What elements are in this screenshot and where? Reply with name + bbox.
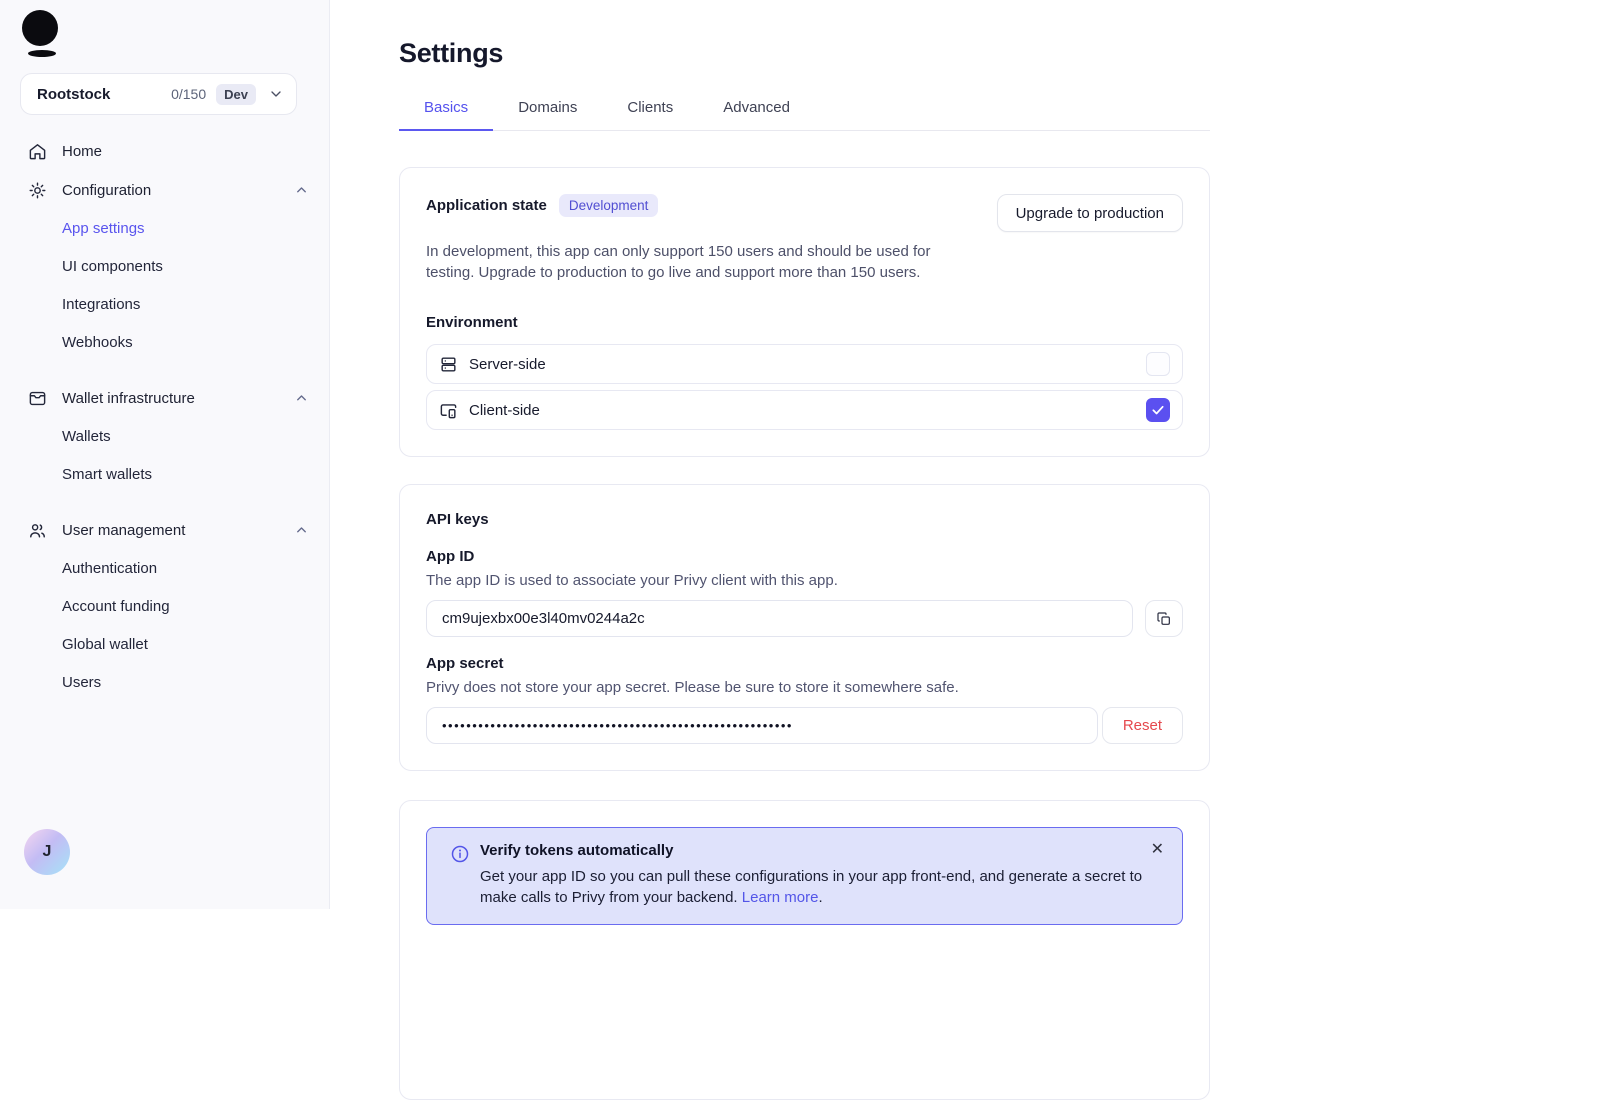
sidebar-item-authentication[interactable]: Authentication — [62, 560, 158, 577]
app-selector[interactable] — [20, 73, 297, 115]
tab-basics[interactable]: Basics — [399, 99, 493, 130]
info-icon — [450, 844, 470, 864]
api-keys-card — [399, 484, 1210, 771]
sidebar-item-home[interactable] — [28, 139, 309, 163]
devices-icon — [439, 401, 458, 420]
tab-domains[interactable]: Domains — [518, 99, 578, 116]
home-icon — [28, 142, 47, 161]
environment-option-label: Client-side — [469, 401, 540, 419]
environment-option-client-side[interactable] — [426, 390, 1183, 430]
sidebar-item-app-settings[interactable]: App settings — [62, 220, 145, 237]
environment-option-server-side[interactable] — [426, 344, 1183, 384]
app-name: Rootstock — [37, 85, 111, 103]
api-keys-title: API keys — [426, 511, 489, 528]
banner-title: Verify tokens automatically — [480, 842, 674, 859]
sidebar-item-label: Configuration — [62, 181, 152, 199]
close-icon[interactable]: ✕ — [1147, 838, 1168, 862]
chevron-up-icon[interactable] — [294, 523, 309, 538]
verify-tokens-banner — [426, 827, 1183, 925]
server-side-checkbox[interactable] — [1146, 352, 1170, 376]
sidebar-item-wallet-infrastructure[interactable] — [28, 386, 309, 410]
banner-text: Get your app ID so you can pull these configurations in your app front-end, and generate a secret to make calls to Privy from your backend. — [480, 868, 1143, 906]
reset-secret-button[interactable]: Reset — [1102, 707, 1183, 744]
main-content — [330, 0, 1600, 909]
chevron-up-icon[interactable] — [294, 183, 309, 198]
app-usage-count: 0/150 — [171, 86, 207, 102]
user-avatar[interactable]: J — [24, 829, 70, 875]
wallet-icon — [28, 389, 47, 408]
sidebar-item-integrations[interactable]: Integrations — [62, 296, 141, 313]
settings-tabs — [399, 99, 1210, 131]
sidebar-item-webhooks[interactable]: Webhooks — [62, 334, 133, 351]
app-id-label: App ID — [426, 548, 475, 565]
tab-advanced[interactable]: Advanced — [723, 99, 790, 116]
application-state-description: In development, this app can only support 150 users and should be used for testing. Upgrade to production to go live and support more than 150 users. — [426, 243, 931, 281]
logo-base — [28, 50, 56, 57]
privy-logo — [22, 10, 62, 62]
application-state-card — [399, 167, 1210, 457]
sidebar-item-label: User management — [62, 521, 186, 539]
tab-clients[interactable]: Clients — [627, 99, 674, 116]
app-secret-input[interactable] — [426, 707, 1098, 744]
sidebar-item-global-wallet[interactable]: Global wallet — [62, 636, 148, 653]
chevron-up-icon[interactable] — [294, 391, 309, 406]
sidebar-item-label: Wallet infrastructure — [62, 389, 195, 407]
sidebar-item-wallets[interactable]: Wallets — [62, 428, 111, 445]
banner-body — [480, 866, 1166, 908]
sidebar-item-users[interactable]: Users — [62, 674, 102, 691]
logo-circle — [22, 10, 58, 46]
environment-label: Environment — [426, 314, 518, 331]
copy-icon — [1156, 611, 1172, 627]
application-state-title: Application state — [426, 197, 547, 214]
page-title: Settings — [399, 38, 504, 68]
copy-app-id-button[interactable] — [1145, 600, 1183, 637]
app-id-description: The app ID is used to associate your Privy client with this app. — [426, 572, 838, 589]
sidebar-item-label: Home — [62, 142, 103, 160]
sidebar-item-ui-components[interactable]: UI components — [62, 258, 163, 275]
sidebar-item-user-management[interactable] — [28, 518, 309, 542]
sidebar-item-smart-wallets[interactable]: Smart wallets — [62, 466, 153, 483]
banner-suffix: . — [818, 889, 823, 906]
app-secret-description: Privy does not store your app secret. Please be sure to store it somewhere safe. — [426, 679, 959, 696]
gear-icon — [28, 181, 47, 200]
client-side-checkbox[interactable] — [1146, 398, 1170, 422]
sidebar-item-configuration[interactable] — [28, 178, 309, 202]
env-badge: Dev — [216, 84, 256, 105]
upgrade-to-production-button[interactable]: Upgrade to production — [997, 194, 1183, 232]
users-icon — [28, 521, 47, 540]
development-badge: Development — [559, 194, 659, 217]
environment-option-label: Server-side — [469, 355, 546, 373]
app-id-input[interactable] — [426, 600, 1133, 637]
sidebar-nav — [0, 139, 329, 709]
server-icon — [439, 355, 458, 374]
sidebar — [0, 0, 330, 909]
app-secret-label: App secret — [426, 655, 504, 672]
learn-more-link[interactable]: Learn more — [741, 889, 819, 906]
sidebar-item-account-funding[interactable]: Account funding — [62, 598, 170, 615]
token-verification-card — [399, 800, 1210, 1100]
chevron-down-icon — [268, 86, 284, 102]
